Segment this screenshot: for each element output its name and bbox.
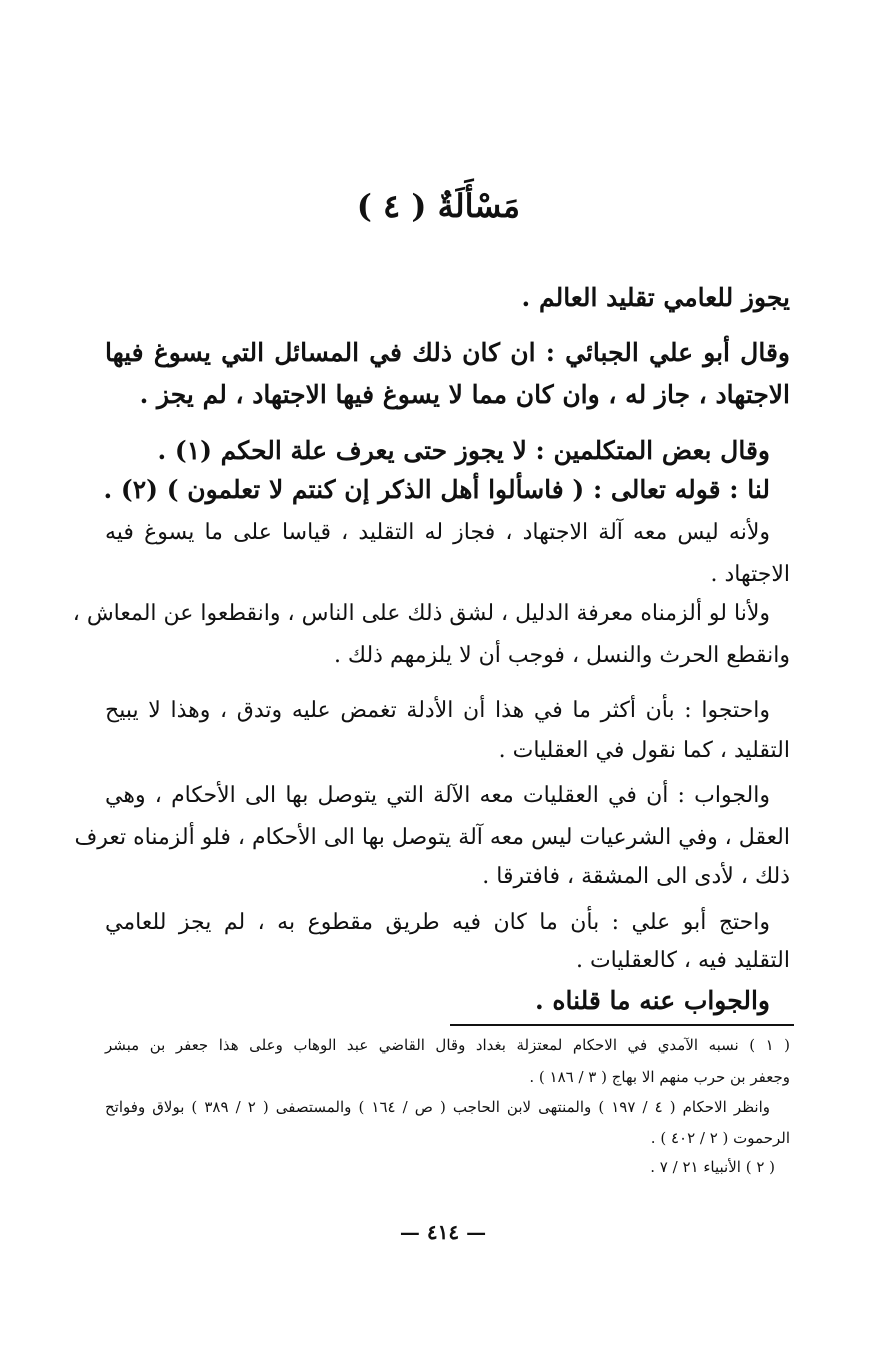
- body-line-3: الاجتهاد ، جاز له ، وان كان مما لا يسوغ فيها الاجتهاد ، لم يجز .: [139, 380, 790, 409]
- footnote-1-line-4: الرحموت ( ٢ / ٤٠٢ ) .: [650, 1129, 790, 1147]
- body-line-15: واحتج أبو علي : بأن ما كان فيه طريق مقطوع به ، لم يجز للعامي: [105, 910, 770, 935]
- body-line-4: وقال بعض المتكلمين : لا يجوز حتى يعرف علة الحكم (١) .: [157, 436, 770, 465]
- footnote-2: ( ٢ ) الأنبياء ٢١ / ٧ .: [650, 1158, 775, 1176]
- body-line-7: الاجتهاد .: [710, 562, 790, 587]
- footnote-1-line-3: وانظر الاحكام ( ٤ / ١٩٧ ) والمنتهى لابن الحاجب ( ص / ١٦٤ ) والمستصفى ( ٢ / ٣٨٩ ) بولاق وفواتح: [105, 1098, 771, 1116]
- body-line-16: التقليد فيه ، كالعقليات .: [575, 948, 790, 973]
- footnote-separator: [450, 1024, 794, 1026]
- body-line-6: ولأنه ليس معه آلة الاجتهاد ، فجاز له التقليد ، قياسا على ما يسوغ فيه: [105, 520, 770, 545]
- body-line-11: التقليد ، كما نقول في العقليات .: [498, 738, 790, 763]
- body-line-10: واحتجوا : بأن أكثر ما في هذا أن الأدلة تغمض عليه وتدق ، وهذا لا يبيح: [105, 698, 770, 723]
- footnote-1-line-1: ( ١ ) نسبه الآمدي في الاحكام لمعتزلة بغداد وقال القاضي عبد الوهاب وعلى هذا جعفر بن مبشر: [105, 1036, 791, 1054]
- section-heading: مَسْأَلَةٌ ( ٤ ): [356, 187, 520, 225]
- footnote-1-line-2: وجعفر بن حرب منهم الا بهاج ( ٣ / ١٨٦ ) .: [529, 1068, 790, 1086]
- body-line-14: ذلك ، لأدى الى المشقة ، فافترقا .: [482, 864, 790, 889]
- body-line-9: وانقطع الحرث والنسل ، فوجب أن لا يلزمهم ذلك .: [333, 643, 790, 668]
- body-line-5: لنا : قوله تعالى : ( فاسألوا أهل الذكر إن كنتم لا تعلمون ) (٢) .: [103, 475, 770, 504]
- body-line-1: يجوز للعامي تقليد العالم .: [521, 283, 790, 312]
- body-line-8: ولأنا لو ألزمناه معرفة الدليل ، لشق ذلك على الناس ، وانقطعوا عن المعاش ،: [72, 601, 770, 626]
- body-line-17: والجواب عنه ما قلناه .: [534, 986, 770, 1015]
- body-line-2: وقال أبو علي الجبائي : ان كان ذلك في المسائل التي يسوغ فيها: [105, 338, 790, 367]
- body-line-12: والجواب : أن في العقليات معه الآلة التي يتوصل بها الى الأحكام ، وهي: [105, 783, 770, 808]
- page-number: — ٤١٤ —: [399, 1220, 487, 1244]
- body-line-13: العقل ، وفي الشرعيات ليس معه آلة يتوصل بها الى الأحكام ، فلو ألزمناه تعرف: [74, 825, 790, 850]
